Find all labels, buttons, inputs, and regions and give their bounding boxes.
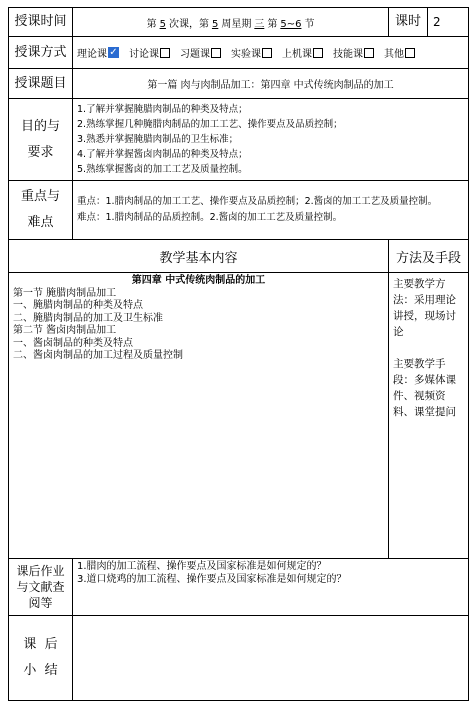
method-option-lab[interactable] <box>231 45 272 60</box>
content-header: 教学基本内容 <box>9 240 389 273</box>
goal-item: 3.熟悉并掌握腌腊肉制品的卫生标准； <box>77 134 239 145</box>
summary-row <box>9 616 469 701</box>
goals-label-line: 要求 <box>27 144 54 160</box>
schedule-times[interactable]: 5 <box>159 18 166 30</box>
schedule-text: 第 <box>267 18 278 30</box>
method-option-skill[interactable] <box>333 45 374 60</box>
hours-value[interactable]: 2 <box>428 8 469 37</box>
method-options <box>73 37 469 69</box>
schedule-text: 节 <box>304 18 315 30</box>
method-option-discussion[interactable] <box>129 45 170 60</box>
content-body[interactable] <box>9 273 389 559</box>
homework-row <box>9 559 469 616</box>
summary-label-line: 课 后 <box>23 637 58 652</box>
content-title: 第四章 中式传统肉制品的加工 <box>131 275 266 286</box>
schedule-label: 授课时间 <box>9 8 73 37</box>
checkbox-icon[interactable] <box>262 48 272 58</box>
keypoints-label-line: 难点 <box>27 215 54 230</box>
schedule-row <box>9 8 469 37</box>
topic-value[interactable]: 第一篇 肉与肉制品加工：第四章 中式传统肉制品的加工 <box>73 69 469 99</box>
lesson-plan-page <box>8 7 468 701</box>
homework-content[interactable] <box>73 559 469 616</box>
homework-item: 3.道口烧鸡的加工流程、操作要点及国家标准是如何规定的？ <box>77 574 347 585</box>
checkbox-icon[interactable] <box>211 48 221 58</box>
goals-row <box>9 99 469 181</box>
methods-means: 主要教学手段：多媒体课件、视频资料、课堂提问 <box>393 358 457 418</box>
content-line: 第二节 酱卤肉制品加工 <box>13 325 117 336</box>
lesson-plan-table <box>8 7 469 701</box>
goal-item: 5.熟练掌握酱卤的加工工艺及质量控制。 <box>77 164 248 175</box>
method-option-label: 理论课 <box>77 49 107 60</box>
content-line: 二、酱卤肉制品的加工过程及质量控制 <box>13 350 183 361</box>
keypoints-content[interactable] <box>73 181 469 240</box>
schedule-text: 周星期 <box>221 18 252 30</box>
keypoints-label <box>9 181 73 240</box>
method-option-label: 讨论课 <box>129 49 159 60</box>
homework-label-line: 阅等 <box>28 596 53 610</box>
schedule-value <box>73 8 389 37</box>
checkbox-icon[interactable] <box>160 48 170 58</box>
schedule-text: 次课，第 <box>168 18 209 30</box>
homework-label-line: 与文献查 <box>16 580 65 594</box>
method-option-computer[interactable] <box>282 45 323 60</box>
content-line: 第一节 腌腊肉制品加工 <box>13 287 117 299</box>
goal-item: 2.熟练掌握几种腌腊肉制品的加工工艺、操作要点及品质控制； <box>77 119 343 130</box>
goal-item: 1.了解并掌握腌腊肉制品的种类及特点； <box>77 104 248 115</box>
homework-label <box>9 559 73 616</box>
keypoints-label-line: 重点与 <box>20 189 60 204</box>
content-line: 一、酱卤制品的种类及特点 <box>13 337 133 349</box>
key-points-text: 重点：1.腊肉制品的加工工艺、操作要点及品质控制；2.酱卤的加工工艺及质量控制。 <box>77 196 438 207</box>
method-option-theory[interactable] <box>77 45 119 60</box>
checkbox-icon[interactable] <box>364 48 374 58</box>
schedule-text: 第 <box>146 18 157 30</box>
methods-body[interactable] <box>389 273 469 559</box>
keypoints-row <box>9 181 469 240</box>
difficulty-text: 难点：1.腊肉制品的品质控制。2.酱卤的加工工艺及质量控制。 <box>77 212 343 223</box>
method-option-label: 上机课 <box>282 49 312 60</box>
homework-label-line: 课后作业 <box>16 564 65 578</box>
summary-content[interactable] <box>73 616 469 701</box>
method-label: 授课方式 <box>9 37 73 69</box>
checkbox-icon[interactable] <box>405 48 415 58</box>
content-line: 一、腌腊肉制品的种类及特点 <box>13 300 143 311</box>
method-option-exercise[interactable] <box>180 45 221 60</box>
summary-label <box>9 616 73 701</box>
goal-item: 4.了解并掌握酱卤肉制品的种类及特点； <box>77 149 248 160</box>
method-option-other[interactable] <box>384 45 415 60</box>
method-row <box>9 37 469 69</box>
content-header-row <box>9 240 469 273</box>
goals-label <box>9 99 73 181</box>
schedule-periods[interactable]: 5~6 <box>280 18 302 30</box>
schedule-weekday[interactable]: 三 <box>254 18 265 30</box>
schedule-week[interactable]: 5 <box>211 18 219 30</box>
methods-header: 方法及手段 <box>389 240 469 273</box>
summary-label-line: 小 结 <box>23 663 58 678</box>
hours-label: 课时 <box>389 8 428 37</box>
topic-row <box>9 69 469 99</box>
method-option-label: 其他 <box>384 49 404 60</box>
goals-label-line: 目的与 <box>20 118 60 134</box>
checkbox-icon[interactable] <box>313 48 323 58</box>
content-line: 二、腌腊肉制品的加工及卫生标准 <box>13 312 163 324</box>
checkbox-checked-icon[interactable]: ✓ <box>109 47 118 58</box>
content-row <box>9 273 469 559</box>
method-option-label: 技能课 <box>333 49 363 60</box>
method-option-label: 习题课 <box>180 49 210 60</box>
topic-label: 授课题目 <box>9 69 73 99</box>
goals-list[interactable] <box>73 99 469 181</box>
homework-item: 1.腊肉的加工流程、操作要点及国家标准是如何规定的？ <box>77 561 327 572</box>
methods-teaching: 主要教学方法：采用理论讲授，现场讨论 <box>393 278 457 338</box>
method-option-label: 实验课 <box>231 49 261 60</box>
